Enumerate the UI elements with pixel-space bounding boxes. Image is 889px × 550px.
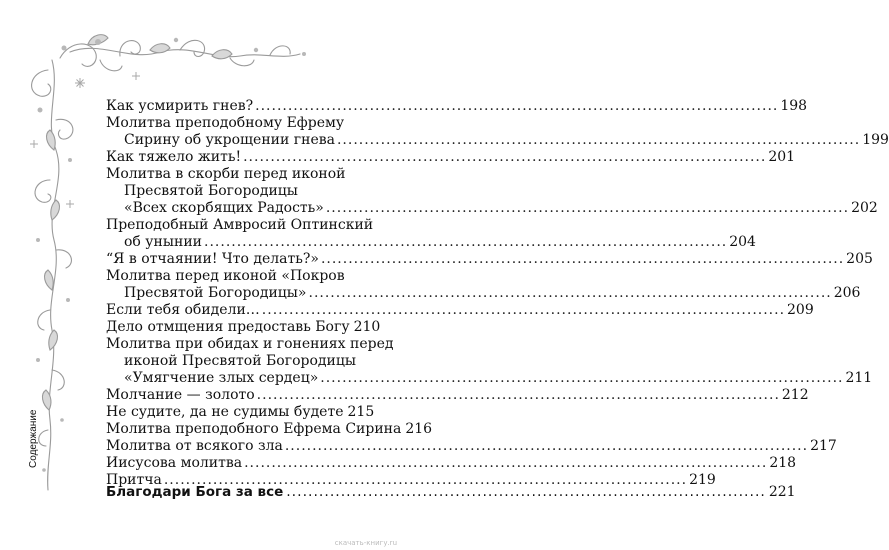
- table-of-contents: [106, 98, 889, 489]
- dot-leader: ................................................................................................: [320, 370, 844, 386]
- toc-entry-page: 219: [689, 472, 716, 488]
- dot-leader: ................................................................................................: [336, 132, 861, 148]
- toc-entry-row: [106, 438, 837, 455]
- toc-final-label: Благодари Бога за все: [106, 484, 284, 500]
- dot-leader: ................................................................................................: [325, 200, 850, 216]
- toc-entry-line: об унынии: [124, 234, 203, 250]
- toc-entry-page: 209: [787, 302, 814, 318]
- section-side-label: Содержание: [28, 409, 39, 468]
- dot-leader: ................................................................................................: [255, 98, 779, 114]
- toc-entry-row: [106, 251, 873, 268]
- dot-leader: ................................................................................................: [308, 285, 832, 301]
- toc-entry[interactable]: [106, 251, 873, 268]
- dot-leader: ................................................................................................: [261, 302, 786, 318]
- toc-entry-page: 216: [405, 421, 433, 437]
- toc-entry[interactable]: [106, 336, 873, 387]
- watermark: скачать-книгу.ru: [334, 539, 397, 547]
- toc-entry[interactable]: [106, 319, 381, 336]
- toc-entry-line: Сирину об укрощении гнева: [124, 132, 335, 148]
- toc-entry-page: 205: [846, 251, 873, 267]
- dot-leader: ................................................................................................: [284, 438, 809, 454]
- dot-leader: ................................................................................................: [243, 149, 767, 165]
- toc-entry[interactable]: [106, 455, 797, 472]
- toc-entry-line: Как усмирить гнев?: [106, 98, 254, 114]
- toc-entry-page: 211: [845, 370, 873, 386]
- toc-entry-page: 202: [851, 200, 878, 216]
- toc-entry[interactable]: [106, 166, 878, 217]
- toc-entry-row: [106, 200, 878, 217]
- toc-entry-row: [106, 404, 374, 421]
- toc-entry-line: Молчание — золото: [106, 387, 255, 403]
- toc-entry-line: Молитва перед иконой «Покров: [106, 268, 345, 284]
- toc-entry-line: “Я в отчаянии! Что делать?»: [106, 251, 319, 267]
- toc-entry-page: 215: [347, 404, 375, 420]
- toc-entry-page: 210: [353, 319, 381, 335]
- toc-entry-page: 217: [810, 438, 837, 454]
- toc-final-entry[interactable]: [106, 484, 796, 500]
- toc-entry-row: [106, 98, 808, 115]
- toc-entry-row: [106, 302, 814, 319]
- dot-leader: ................................................................................................: [244, 455, 768, 471]
- toc-entry-row: [106, 132, 889, 149]
- toc-entry-row: [106, 387, 809, 404]
- toc-entry-row: [106, 421, 433, 438]
- toc-entry-row: [106, 234, 756, 251]
- toc-entry-line: Иисусова молитва: [106, 455, 243, 471]
- toc-entry-page: 218: [769, 455, 797, 471]
- toc-entry-line: иконой Пресвятой Богородицы: [124, 353, 356, 369]
- toc-entry[interactable]: [106, 115, 889, 149]
- toc-entry-line: Молитва преподобного Ефрема Сирина: [106, 421, 402, 437]
- toc-entry[interactable]: [106, 149, 796, 166]
- toc-entry-row: [106, 370, 873, 387]
- toc-entry-line: Молитва преподобному Ефрему: [106, 115, 345, 131]
- toc-entry-line: Молитва в скорби перед иконой: [106, 166, 346, 182]
- dot-leader: ................................................................................................: [320, 251, 845, 267]
- toc-entry-line: Дело отмщения предоставь Богу: [106, 319, 350, 335]
- toc-entry-line: «Умягчение злых сердец»: [124, 370, 319, 386]
- toc-entry[interactable]: [106, 438, 837, 455]
- toc-entry-row: [106, 455, 797, 472]
- toc-entry-line: Молитва при обидах и гонениях перед: [106, 336, 394, 352]
- toc-entry-line: Преподобный Амвросий Оптинский: [106, 217, 374, 233]
- toc-entry-line: Пресвятой Богородицы: [124, 183, 298, 199]
- toc-entry-page: 198: [780, 98, 808, 114]
- toc-entry[interactable]: [106, 268, 861, 302]
- dot-leader: ................................................................................................: [163, 472, 688, 488]
- toc-entry-page: 201: [768, 149, 796, 165]
- toc-entry-row: [106, 149, 796, 166]
- toc-entry[interactable]: [106, 217, 756, 251]
- toc-entry-line: «Всех скорбящих Радость»: [124, 200, 324, 216]
- toc-entry-row: [106, 285, 861, 302]
- dot-leader: ................................................................................................: [256, 387, 780, 403]
- dot-leader: ................................................................................................: [204, 234, 728, 250]
- toc-entry[interactable]: [106, 98, 808, 115]
- toc-entry-page: 206: [833, 285, 861, 301]
- toc-entry-line: Притча: [106, 472, 162, 488]
- toc-entry-page: 199: [862, 132, 889, 148]
- toc-entry-line: Не судите, да не судимы будете: [106, 404, 344, 420]
- dot-leader: ........................................................................................: [286, 484, 766, 500]
- toc-entry[interactable]: [106, 404, 374, 421]
- toc-entry[interactable]: [106, 421, 433, 438]
- toc-entry-line: Молитва от всякого зла: [106, 438, 283, 454]
- toc-entry-line: Пресвятой Богородицы»: [124, 285, 307, 301]
- toc-entry[interactable]: [106, 387, 809, 404]
- toc-entry-line: Если тебя обидели…: [106, 302, 260, 318]
- toc-entry-line: Как тяжело жить!: [106, 149, 242, 165]
- toc-entry-page: 204: [729, 234, 756, 250]
- toc-entry-page: 212: [781, 387, 809, 403]
- toc-entry[interactable]: [106, 302, 814, 319]
- toc-entry-row: [106, 319, 381, 336]
- toc-final-page: 221: [768, 484, 796, 500]
